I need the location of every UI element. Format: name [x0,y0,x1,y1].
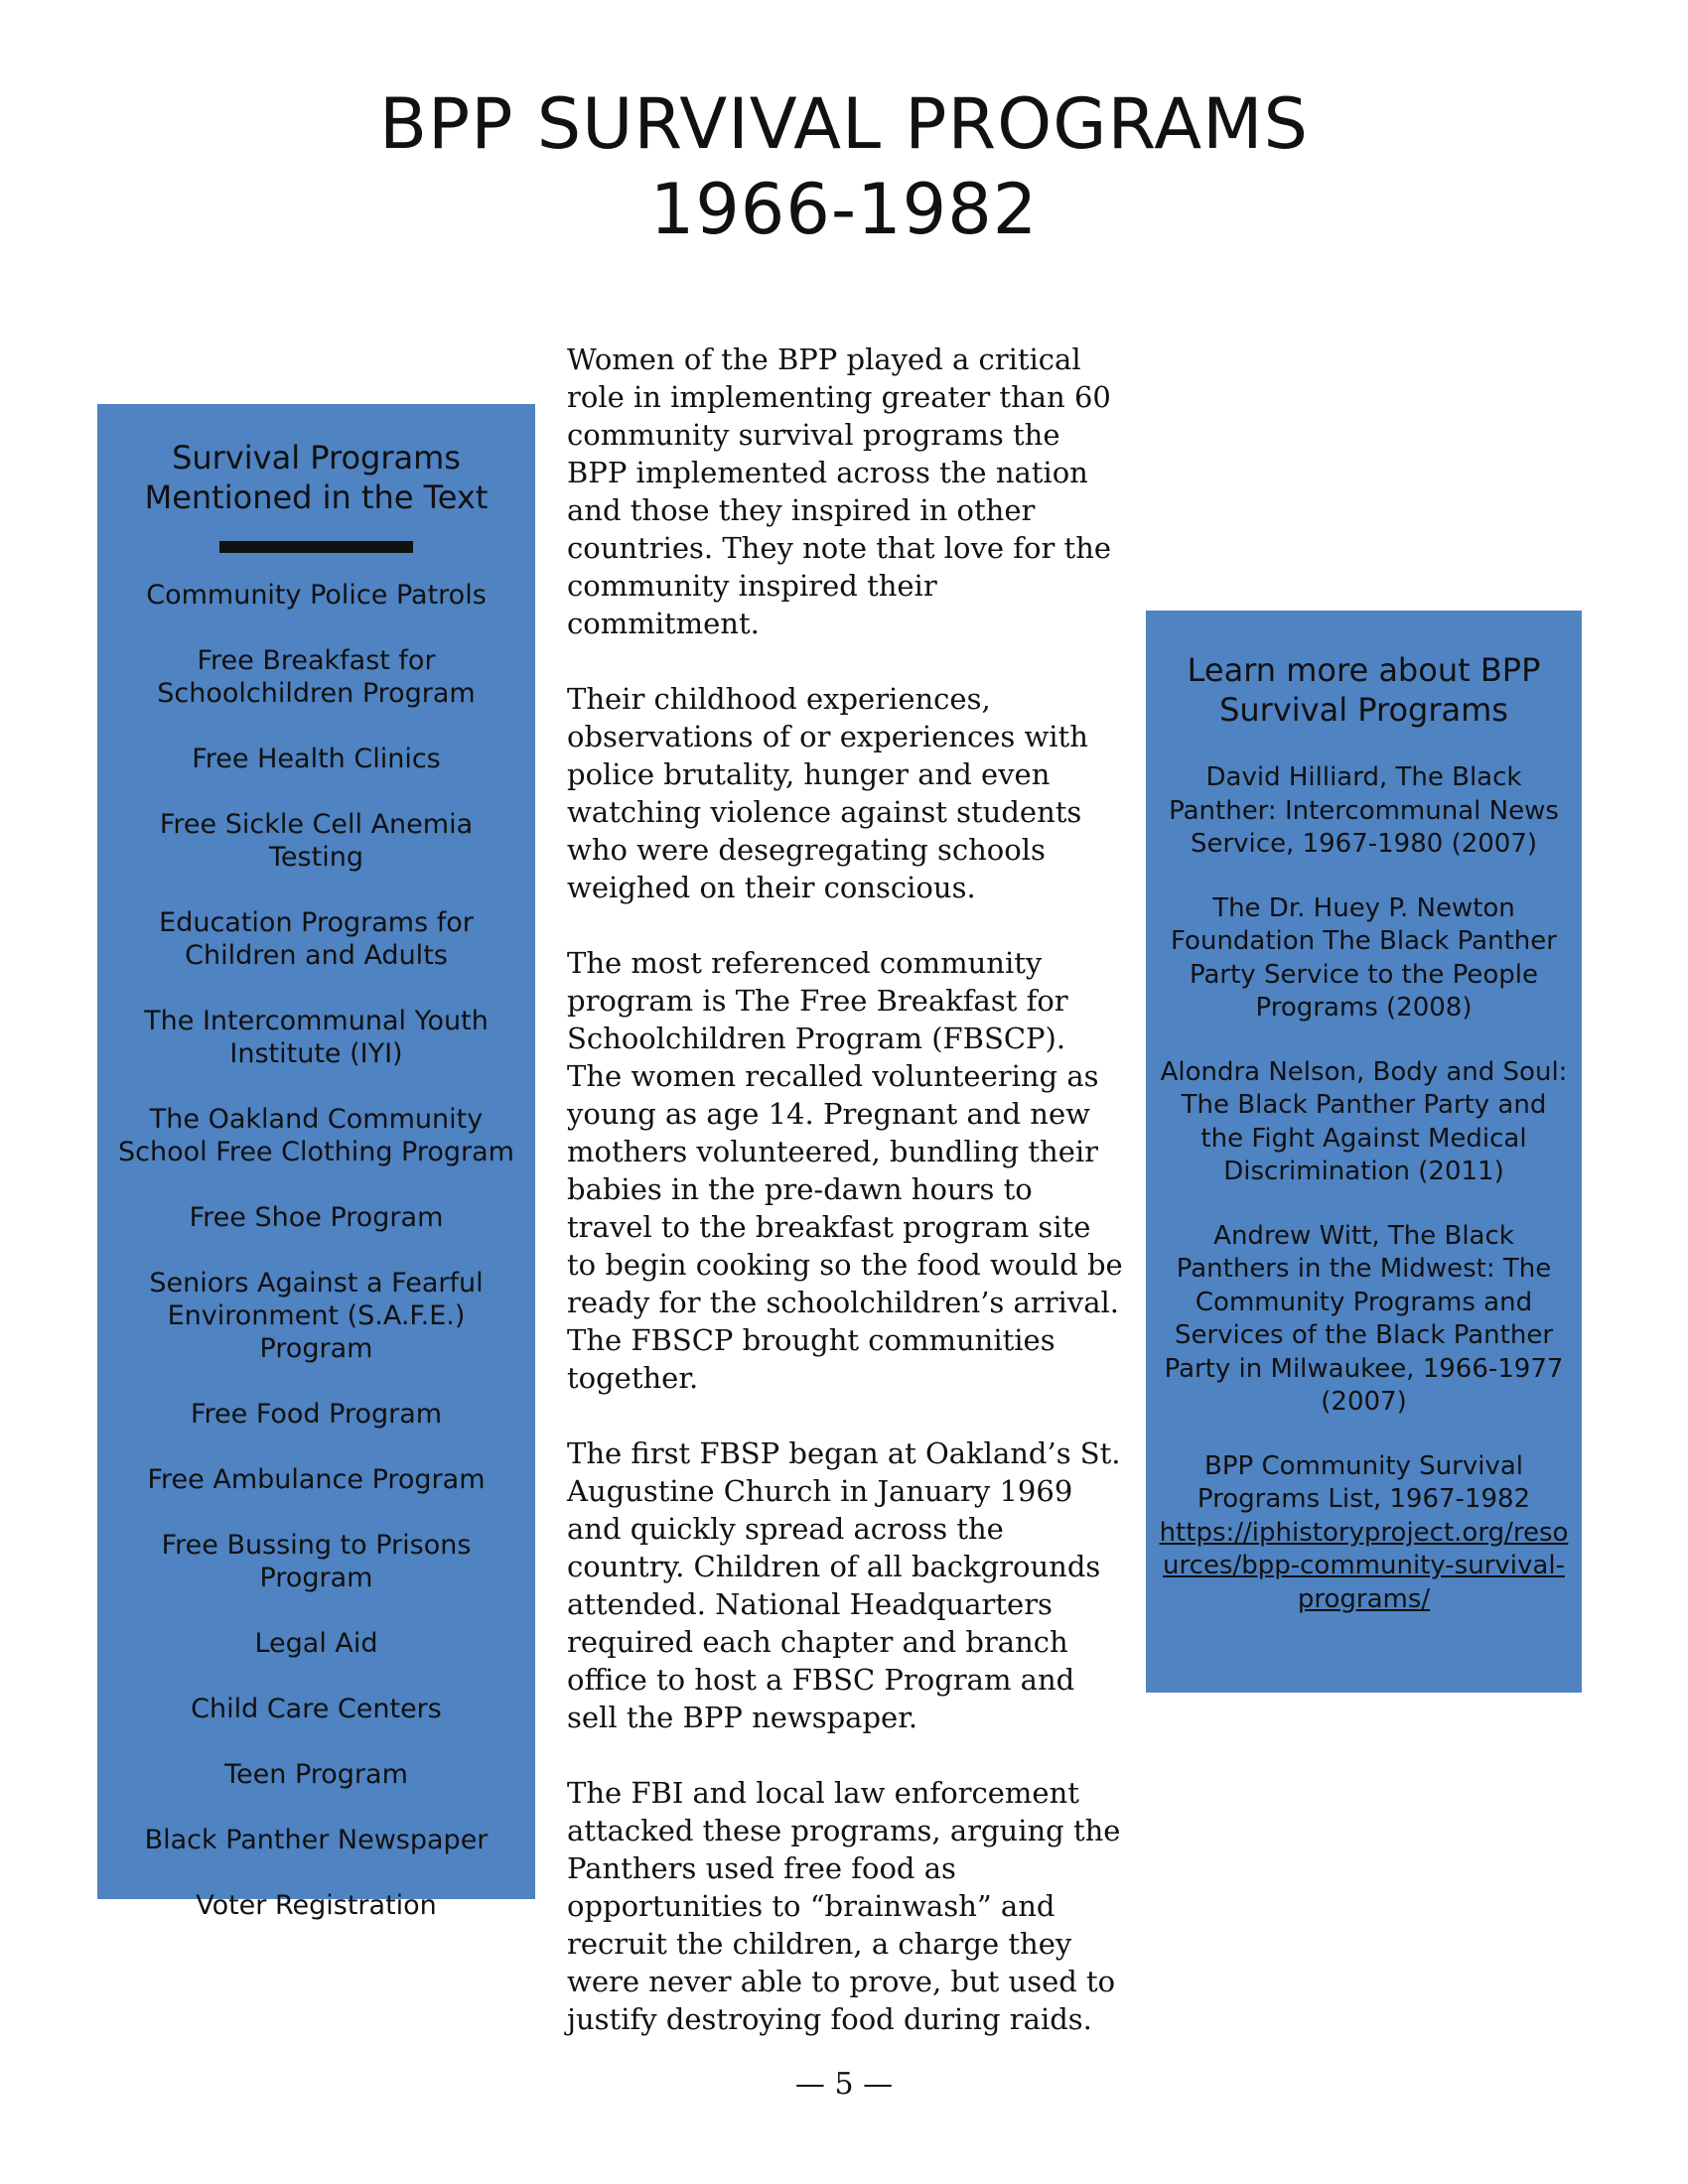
reference-item-text: BPP Community Survival Programs List, 1967-1982 [1196,1450,1531,1514]
survival-programs-sidebar [97,404,535,1921]
list-item: The Intercommunal Youth Institute (IYI) [144,1006,489,1069]
learn-more-sidebar [1146,611,1582,1693]
body-paragraph: Women of the BPP played a critical role in implementing greater than 60 community survival programs the BPP implemented across the nation and those they inspired in other countries. They note that love for the community inspired their commitment. [567,342,1112,640]
list-item: Free Breakfast for Schoolchildren Program [157,645,476,709]
learn-more-heading [1146,650,1582,730]
learn-more-heading-line-2: Survival Programs [1219,691,1508,729]
list-item: Legal Aid [254,1628,378,1659]
learn-more-heading-line-1: Learn more about BPP [1187,651,1541,689]
page-title-line-1: BPP SURVIVAL PROGRAMS [379,83,1309,165]
list-item: Free Food Program [190,1399,443,1430]
page-title [0,81,1688,252]
list-item: Teen Program [224,1759,408,1790]
body-paragraph: The FBI and local law enforcement attacked these programs, arguing the Panthers used free food as opportunities to “brainwash” and recruit the children, a charge they were never able to prove, but used to justify destroying food during raids. [567,1776,1121,2036]
sidebar-heading-line-2: Mentioned in the Text [144,478,489,516]
list-item: Voter Registration [196,1890,437,1921]
list-item: The Oakland Community School Free Clothing Program [118,1104,514,1167]
list-item: Free Sickle Cell Anemia Testing [159,809,474,873]
sidebar-heading-line-1: Survival Programs [172,439,461,477]
list-item: Free Shoe Program [189,1202,444,1233]
body-paragraph: The first FBSP began at Oakland’s St. Augustine Church in January 1969 and quickly spread across the country. Children of all backgrounds attended. National Headquarters required each chapter and branch office to host a FBSC Program and sell the BPP newspaper. [567,1436,1121,1734]
reference-item [1146,1450,1582,1617]
body-paragraph: Their childhood experiences, observations of or experiences with police brutality, hunger and even watching violence against students who were desegregating schools weighed on their conscious. [567,682,1088,904]
body-text [567,341,1123,2076]
page-title-line-2: 1966-1982 [649,169,1039,250]
programs-list-link[interactable]: https://iphistoryproject.org/resources/bpp-community-survival-programs/ [1159,1517,1569,1614]
sidebar-heading [97,438,535,517]
references-list [1146,761,1582,1647]
list-item: Free Ambulance Program [147,1464,486,1495]
list-item: Black Panther Newspaper [144,1825,489,1855]
list-item: Child Care Centers [191,1694,442,1724]
reference-item: Andrew Witt, The Black Panthers in the Midwest: The Community Programs and Services of the Black Panther Party in Milwaukee, 1966-1977 (2007) [1164,1220,1564,1417]
sidebar-divider [219,541,413,553]
list-item: Seniors Against a Fearful Environment (S.A.F.E.) Program [149,1268,484,1364]
list-item: Free Bussing to Prisons Program [161,1530,472,1593]
reference-item: Alondra Nelson, Body and Soul: The Black Panther Party and the Fight Against Medical Discrimination (2011) [1160,1056,1568,1186]
survival-programs-list [97,579,535,1955]
reference-item: David Hilliard, The Black Panther: Intercommunal News Service, 1967-1980 (2007) [1169,762,1559,859]
page-number: — 5 — [794,2067,894,2102]
reference-item: The Dr. Huey P. Newton Foundation The Black Panther Party Service to the People Programs (2008) [1171,892,1557,1023]
list-item: Free Health Clinics [192,744,441,774]
list-item: Community Police Patrols [146,580,487,611]
body-paragraph: The most referenced community program is The Free Breakfast for Schoolchildren Program (FBSCP). The women recalled volunteering as young as age 14. Pregnant and new mothers volunteered, bundling their babies in the pre-dawn hours to travel to the breakfast program site to begin cooking so the food would be ready for the schoolchildren’s arrival. The FBSCP brought communities together. [567,946,1123,1395]
list-item: Education Programs for Children and Adults [159,907,474,971]
